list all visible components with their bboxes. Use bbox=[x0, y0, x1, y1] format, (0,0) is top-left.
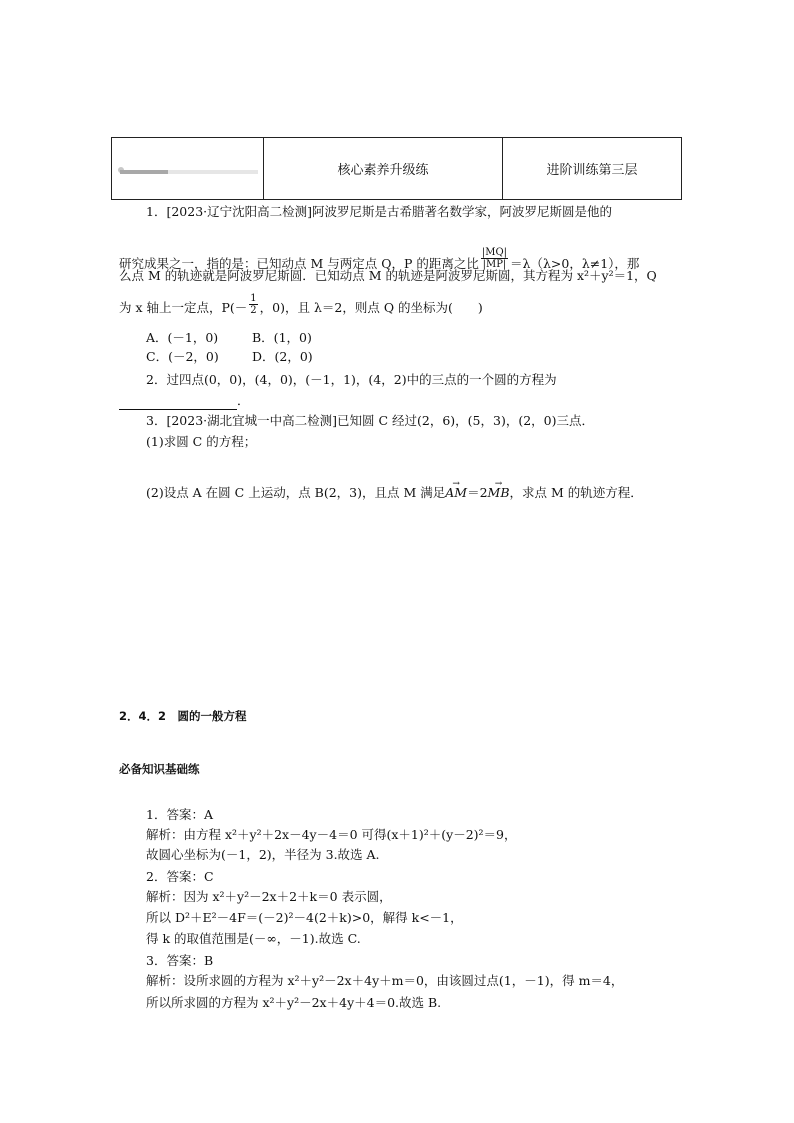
q1-p-num: 1 bbox=[250, 293, 257, 304]
q3-sub1: (1)求圆 C 的方程； bbox=[146, 434, 257, 449]
section-title: 2．4．2 圆的一般方程 bbox=[119, 709, 247, 723]
answer-line: 3．答案：B bbox=[146, 953, 214, 968]
q1-line1: 1．[2023·辽宁沈阳高二检测]阿波罗尼斯是古希腊著名数学家，阿波罗尼斯圆是他的 bbox=[146, 204, 612, 219]
q1-p-fraction bbox=[249, 293, 257, 316]
progress-bar bbox=[120, 170, 258, 174]
q1-ratio-den: |MP| bbox=[482, 259, 507, 270]
q3-sub2-b: ，求点 M 的轨迹方程． bbox=[509, 485, 643, 500]
q1-option-b: B．(1，0) bbox=[252, 330, 312, 345]
q3-sub2-mid: ＝2 bbox=[467, 485, 488, 500]
q1-option-c: C．(－2，0) bbox=[146, 349, 219, 364]
header-center-title: 核心素养升级练 bbox=[264, 138, 503, 199]
q1-option-a: A．(－1，0) bbox=[146, 330, 219, 345]
q2-line1: 2．过四点(0，0)，(4，0)，(－1，1)，(4，2)中的三点的一个圆的方程为 bbox=[146, 372, 557, 387]
progress-fill bbox=[120, 170, 168, 174]
header-table bbox=[111, 137, 682, 200]
q1-line3: 么点 M 的轨迹就是阿波罗尼斯圆．已知动点 M 的轨迹是阿波罗尼斯圆，其方程为 x²＋y²＝1，Q bbox=[119, 268, 657, 283]
q1-ratio-num: |MQ| bbox=[481, 247, 508, 258]
q3-sub2-a: (2)设点 A 在圆 C 上运动，点 B(2，3)，且点 M 满足 bbox=[146, 485, 446, 500]
vector-am: → AM bbox=[445, 484, 467, 502]
q1-line4 bbox=[119, 293, 483, 320]
q1-line4-a: 为 x 轴上一定点，P(－ bbox=[119, 300, 248, 315]
q2-answer-blank-line bbox=[119, 392, 250, 410]
vector-mb: → MB bbox=[488, 484, 510, 502]
q1-line4-b: ，0)，且 λ＝2，则点 Q 的坐标为( ) bbox=[259, 300, 483, 315]
q1-option-d: D．(2，0) bbox=[252, 349, 313, 364]
header-progress-cell bbox=[112, 138, 264, 199]
q2-answer-blank bbox=[119, 397, 237, 410]
q3-sub2 bbox=[146, 484, 643, 502]
q1-line2-a: 研究成果之一，指的是：已知动点 M 与两定点 Q，P 的距离之比 bbox=[119, 256, 479, 271]
header-right-title: 进阶训练第三层 bbox=[546, 163, 638, 178]
answer-line: 2．答案：C bbox=[146, 869, 214, 884]
q3-line1: 3．[2023·湖北宜城一中高二检测]已知圆 C 经过(2，6)，(5，3)，(2，0)三点． bbox=[146, 413, 594, 428]
answer-line: 所以所求圆的方程为 x²＋y²－2x＋4y＋4＝0.故选 B. bbox=[146, 995, 442, 1010]
answer-line: 得 k 的取值范围是(－∞，－1).故选 C. bbox=[146, 931, 361, 946]
section-subtitle: 必备知识基础练 bbox=[119, 762, 200, 776]
q1-p-den: 2 bbox=[250, 305, 257, 316]
q2-end: ． bbox=[237, 393, 250, 408]
answer-line: 解析：设所求圆的方程为 x²＋y²－2x＋4y＋m＝0，由该圆过点(1，－1)，得 m＝4， bbox=[146, 973, 624, 988]
answer-line: 所以 D²＋E²－4F＝(－2)²－4(2＋k)>0，解得 k<－1， bbox=[146, 910, 463, 925]
q1-line2-b: ＝λ（λ>0，λ≠1），那 bbox=[510, 256, 640, 271]
answer-line: 故圆心坐标为(－1，2)，半径为 3.故选 A. bbox=[146, 847, 380, 862]
answer-line: 解析：由方程 x²＋y²＋2x－4y－4＝0 可得(x＋1)²＋(y－2)²＝9， bbox=[146, 827, 517, 842]
answer-line: 1．答案：A bbox=[146, 807, 213, 822]
answer-line: 解析：因为 x²＋y²－2x＋2＋k＝0 表示圆， bbox=[146, 889, 392, 904]
